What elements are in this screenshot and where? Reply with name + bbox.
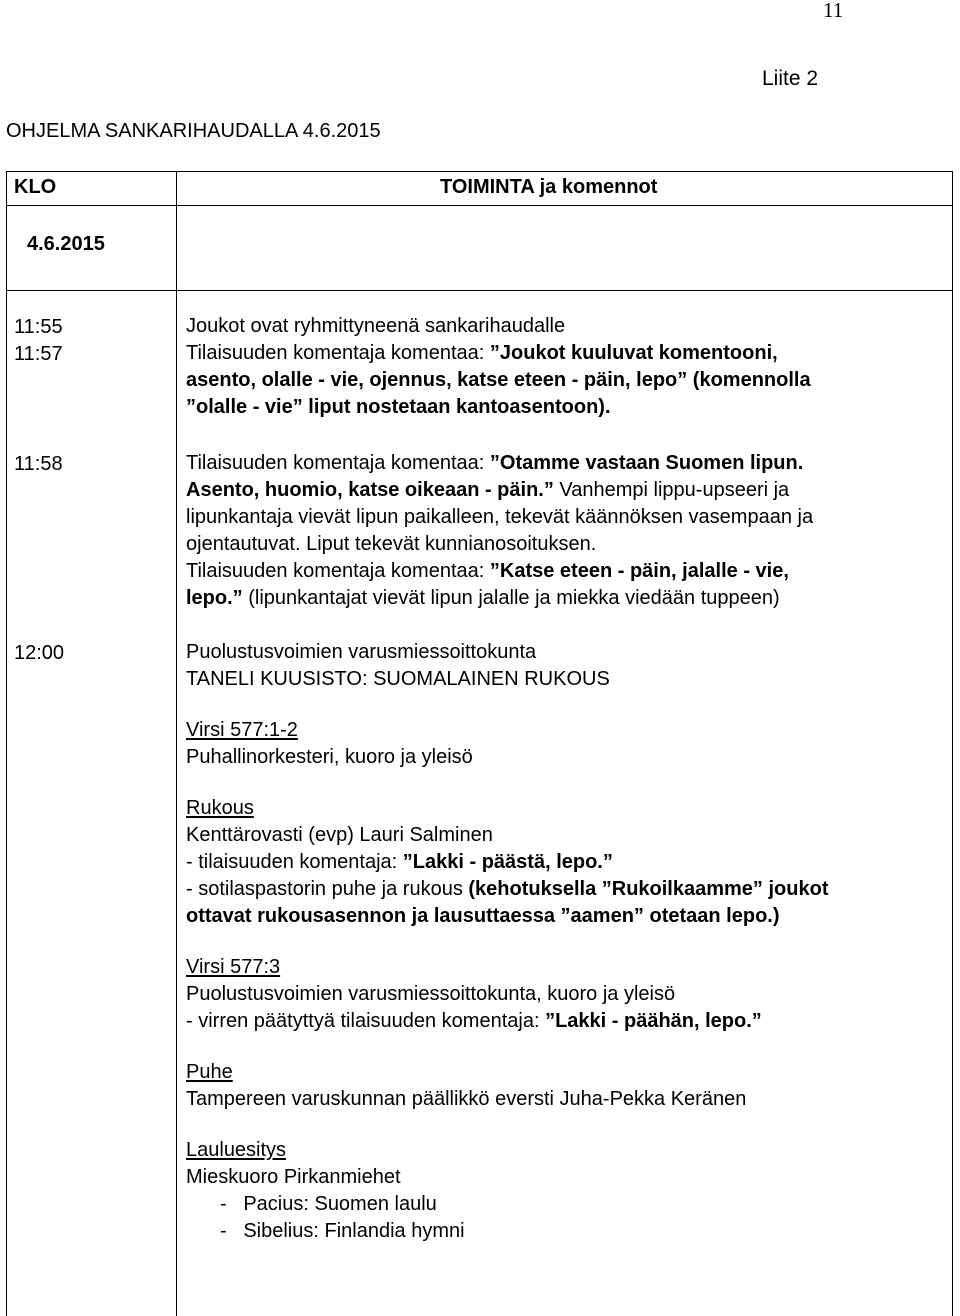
action-text: - virren päätyttyä tilaisuuden komentaja:	[186, 1010, 546, 1032]
action-text: - sotilaspastorin puhe ja rukous	[186, 878, 469, 900]
action-line	[186, 477, 951, 504]
action-1200	[186, 639, 951, 1245]
command-text: (kehotuksella ”Rukoilkaamme” joukot	[468, 878, 829, 900]
action-text: Vanhempi lippu-upseeri ja	[553, 479, 790, 501]
action-line	[186, 876, 951, 903]
performer-text: Puhallinorkesteri, kuoro ja yleisö	[186, 746, 473, 768]
table-column-divider	[176, 171, 177, 1316]
action-text: Tilaisuuden komentaja komentaa:	[186, 342, 490, 364]
pastor-text: Kenttärovasti (evp) Lauri Salminen	[186, 824, 493, 846]
action-1158	[186, 450, 951, 612]
command-text: lepo.”	[186, 587, 243, 609]
document-title: OHJELMA SANKARIHAUDALLA 4.6.2015	[6, 120, 381, 142]
command-text: ”Otamme vastaan Suomen lipun.	[489, 452, 804, 474]
action-line	[186, 585, 951, 612]
table-border-left	[6, 171, 7, 1316]
time-cell: 12:00	[14, 642, 65, 664]
performer-text: Mieskuoro Pirkanmiehet	[186, 1166, 401, 1188]
hymn-title: Virsi 577:1-2	[186, 719, 298, 741]
table-row-divider	[6, 290, 953, 291]
time-cell: 11:55	[14, 316, 63, 338]
date-cell: 4.6.2015	[27, 233, 105, 255]
page-number: 11	[823, 0, 844, 22]
time-cell: 11:58	[14, 453, 63, 475]
action-text: Joukot ovat ryhmittyneenä sankarihaudalle	[186, 315, 566, 337]
action-text: lipunkantaja vievät lipun paikalleen, tekevät käännöksen vasempaan ja	[186, 506, 814, 528]
speech-title: Puhe	[186, 1061, 233, 1083]
command-text: asento, olalle - vie, ojennus, katse eteen - päin, lepo” (komennolla	[186, 369, 811, 391]
command-text: ”Lakki - päähän, lepo.”	[545, 1010, 762, 1032]
song-title: Lauluesitys	[186, 1139, 287, 1161]
action-1157	[186, 340, 951, 421]
column-header-time: KLO	[14, 176, 57, 198]
action-text: Tilaisuuden komentaja komentaa:	[186, 560, 490, 582]
command-text: ”Joukot kuuluvat komentooni,	[489, 342, 778, 364]
table-border-right	[952, 171, 953, 1316]
song-item: - Pacius: Suomen laulu	[220, 1193, 437, 1215]
table-row-divider	[6, 205, 953, 206]
table-border-top	[6, 171, 953, 172]
action-line	[186, 450, 951, 477]
action-text: (lipunkantajat vievät lipun jalalle ja miekka viedään tuppeen)	[242, 587, 780, 609]
prayer-title: Rukous	[186, 797, 254, 819]
speaker-text: Tampereen varuskunnan päällikkö eversti Juha-Pekka Keränen	[186, 1088, 747, 1110]
action-text: - tilaisuuden komentaja:	[186, 851, 403, 873]
annex-label: Liite 2	[762, 67, 819, 90]
action-text: Tilaisuuden komentaja komentaa:	[186, 452, 490, 474]
piece-title: TANELI KUUSISTO: SUOMALAINEN RUKOUS	[186, 668, 610, 690]
action-line	[186, 558, 951, 585]
hymn-title: Virsi 577:3	[186, 956, 281, 978]
action-line	[186, 340, 951, 367]
command-text: ottavat rukousasennon ja lausuttaessa ”aamen” otetaan lepo.)	[186, 905, 780, 927]
action-1155	[186, 313, 951, 340]
song-item: - Sibelius: Finlandia hymni	[220, 1220, 465, 1242]
command-text: Asento, huomio, katse oikeaan - päin.”	[186, 479, 554, 501]
action-line	[186, 849, 951, 876]
command-text: ”Katse eteen - päin, jalalle - vie,	[489, 560, 789, 582]
action-line	[186, 1008, 951, 1035]
performer-text: Puolustusvoimien varusmiessoittokunta, kuoro ja yleisö	[186, 983, 676, 1005]
time-cell: 11:57	[14, 343, 63, 365]
performer-text: Puolustusvoimien varusmiessoittokunta	[186, 641, 537, 663]
command-text: ”olalle - vie” liput nostetaan kantoasentoon).	[186, 396, 611, 418]
column-header-actions: TOIMINTA ja komennot	[440, 176, 658, 198]
action-text: ojentautuvat. Liput tekevät kunnianosoituksen.	[186, 533, 597, 555]
command-text: ”Lakki - päästä, lepo.”	[402, 851, 613, 873]
